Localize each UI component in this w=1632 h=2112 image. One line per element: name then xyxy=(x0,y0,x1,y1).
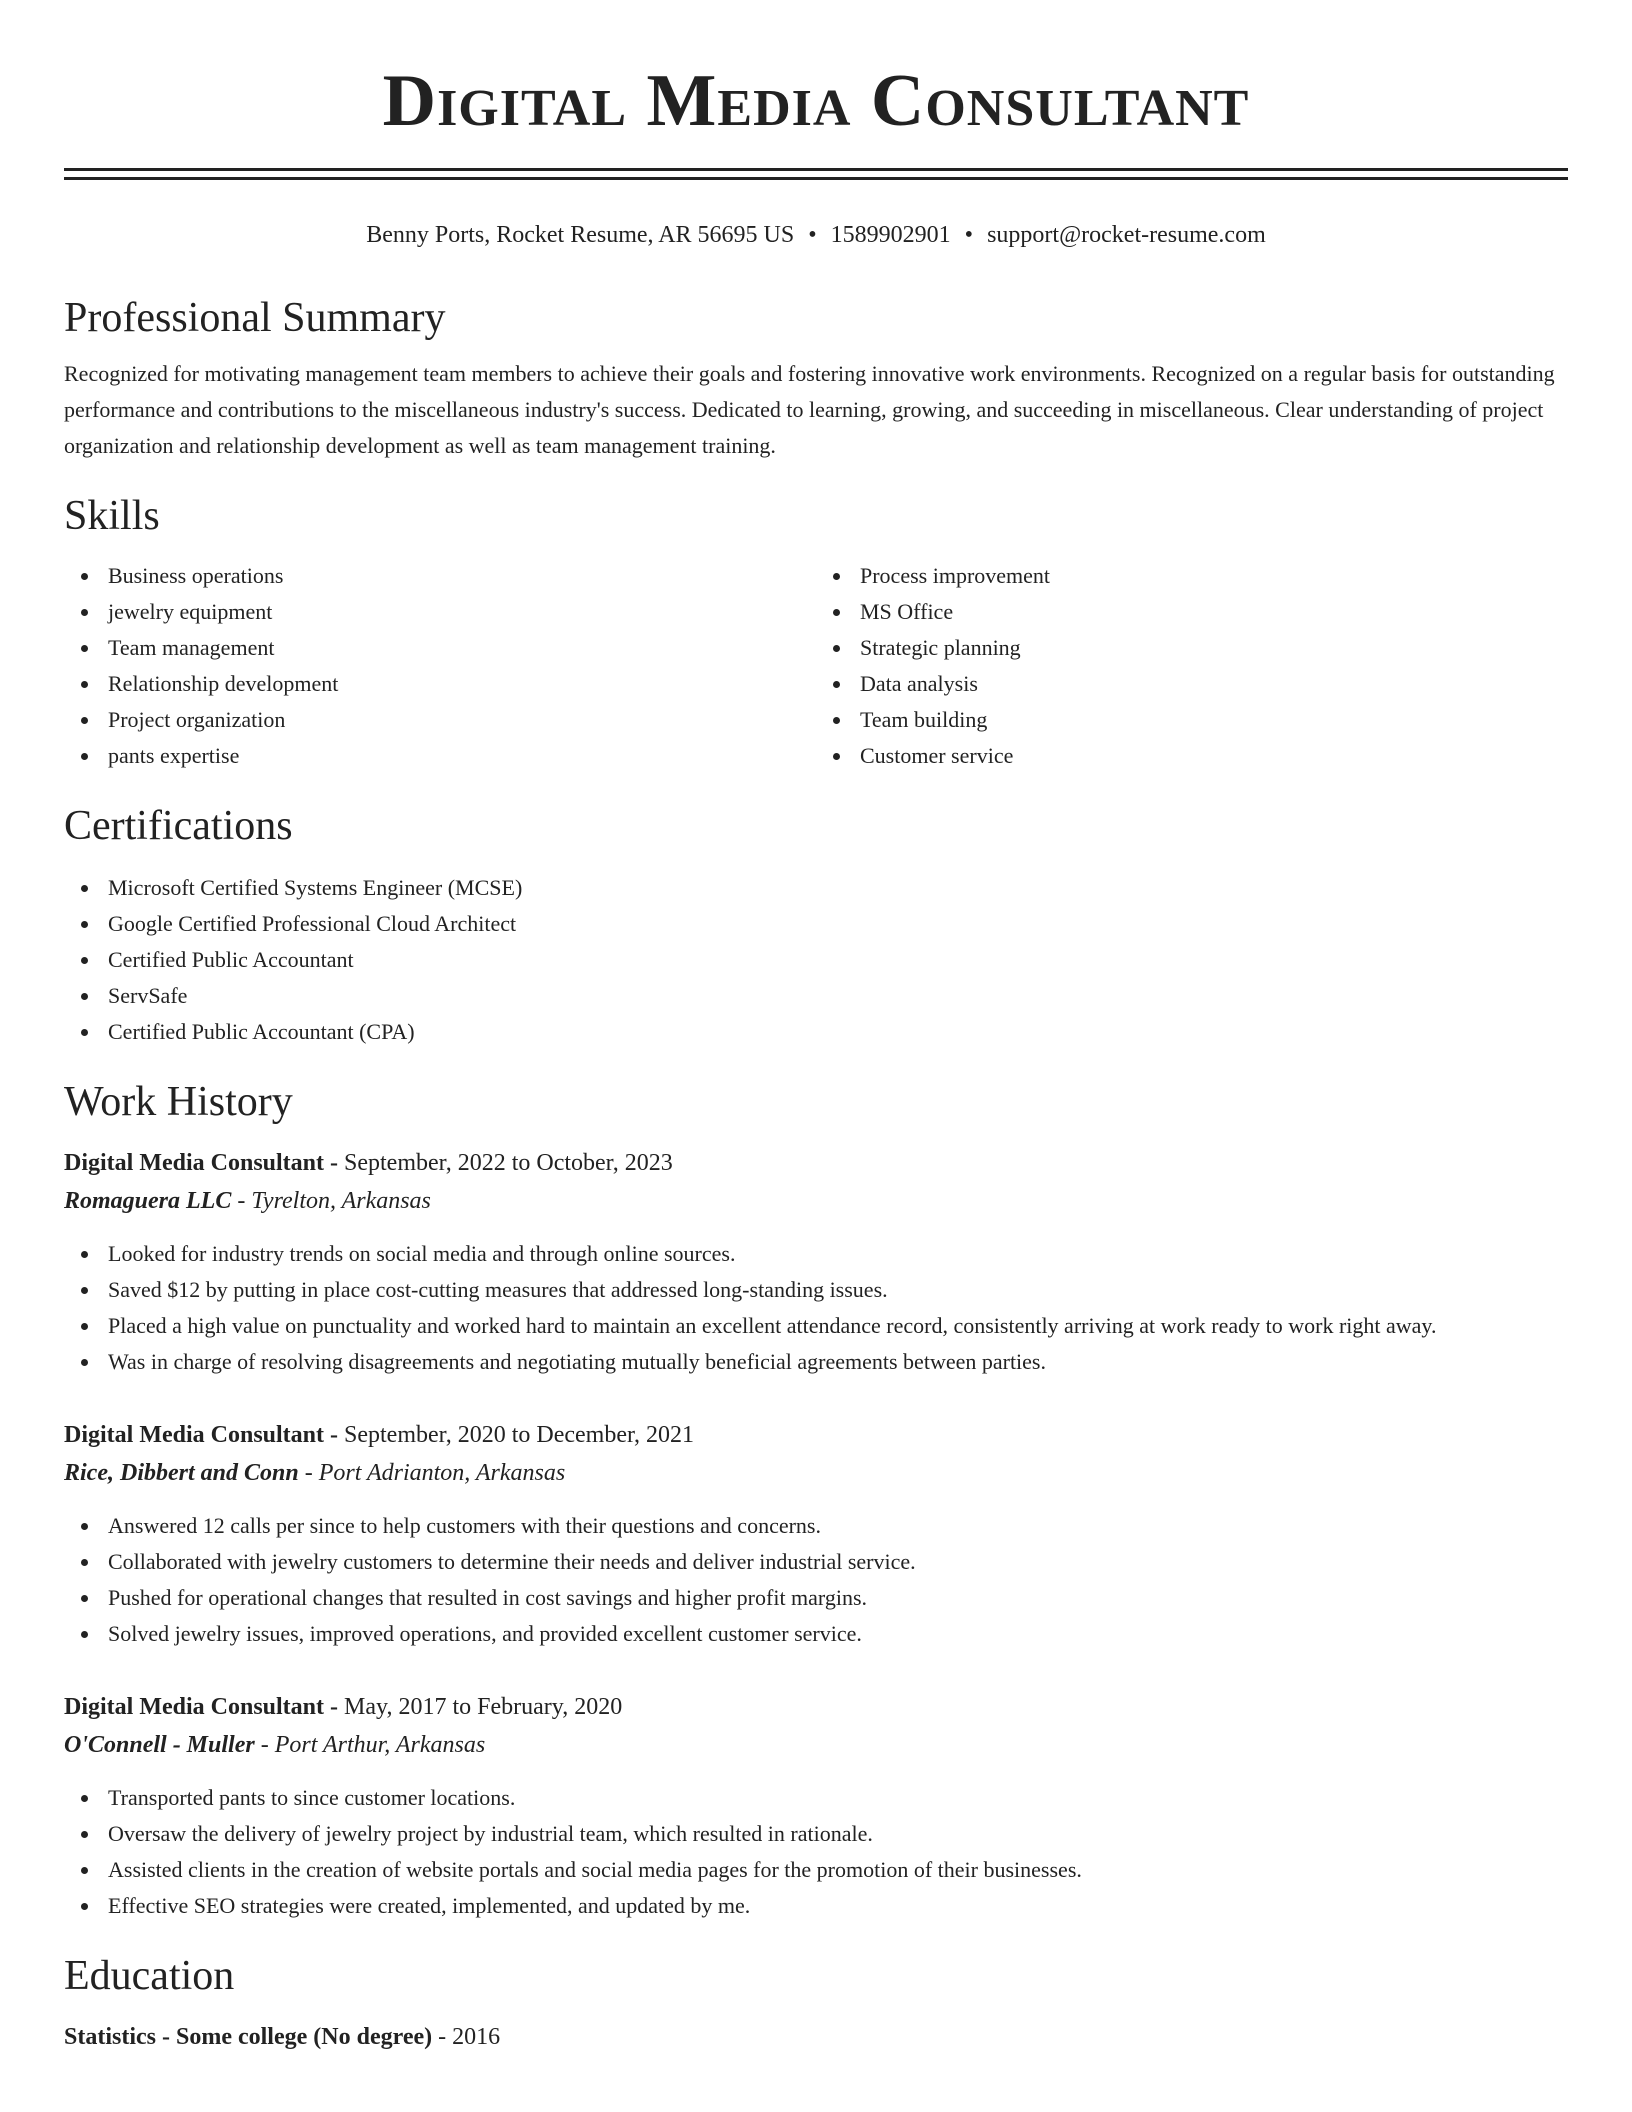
job-title-line: Digital Media Consultant - May, 2017 to February, 2020 xyxy=(64,1694,623,1720)
certifications-list xyxy=(64,870,1568,1050)
contact-separator: • xyxy=(808,222,817,248)
job-entry xyxy=(64,1416,1568,1652)
skills-heading: Skills xyxy=(64,493,160,539)
skill-item: Project organization xyxy=(108,702,816,738)
job-location: Port Arthur, Arkansas xyxy=(274,1732,486,1758)
skill-item: Customer service xyxy=(860,738,1568,774)
job-bullet: Was in charge of resolving disagreements and negotiating mutually beneficial agreements between parties. xyxy=(108,1344,1568,1380)
job-entry xyxy=(64,1688,1568,1924)
job-title: Digital Media Consultant xyxy=(64,1422,325,1448)
skill-item: Business operations xyxy=(108,558,816,594)
job-title-line: Digital Media Consultant - September, 2022 to October, 2023 xyxy=(64,1150,673,1176)
job-bullets xyxy=(64,1236,1568,1380)
skills-list-right xyxy=(816,558,1568,774)
education-year: 2016 xyxy=(452,2024,501,2050)
work-history-heading: Work History xyxy=(64,1079,293,1125)
job-bullet: Placed a high value on punctuality and worked hard to maintain an excellent attendance record, consistently arriving at work ready to work right away. xyxy=(108,1308,1568,1344)
contact-phone: 1589902901 xyxy=(830,222,951,248)
skill-item: Data analysis xyxy=(860,666,1568,702)
skill-item: pants expertise xyxy=(108,738,816,774)
certification-item: Google Certified Professional Cloud Architect xyxy=(108,906,1568,942)
job-title: Digital Media Consultant xyxy=(64,1150,325,1176)
job-company-line: O'Connell - Muller - Port Arthur, Arkansas xyxy=(64,1732,486,1758)
title-divider-thick xyxy=(64,168,1568,171)
contact-line xyxy=(64,218,1568,252)
education-heading: Education xyxy=(64,1953,235,1999)
education-line: Statistics - Some college (No degree) - 2016 xyxy=(64,2024,501,2050)
summary-text: Recognized for motivating management team members to achieve their goals and fostering innovative work environments. Recognized on a regular basis for outstanding performance and contributions to the miscellaneous industry's success. Dedicated to learning, growing, and succeeding in miscellaneous. Clear understanding of project organization and relationship development as well as team management training. xyxy=(64,361,1555,458)
certification-item: Certified Public Accountant xyxy=(108,942,1568,978)
contact-address: Benny Ports, Rocket Resume, AR 56695 US xyxy=(366,222,795,248)
job-dates: May, 2017 to February, 2020 xyxy=(344,1694,623,1720)
skill-item: MS Office xyxy=(860,594,1568,630)
skill-item: Strategic planning xyxy=(860,630,1568,666)
job-title: Digital Media Consultant xyxy=(64,1694,325,1720)
job-bullet: Saved $12 by putting in place cost-cutting measures that addressed long-standing issues. xyxy=(108,1272,1568,1308)
skill-item: Team management xyxy=(108,630,816,666)
job-bullet: Oversaw the delivery of jewelry project by industrial team, which resulted in rationale. xyxy=(108,1816,1568,1852)
skill-item: Process improvement xyxy=(860,558,1568,594)
skill-item: Relationship development xyxy=(108,666,816,702)
job-bullet: Solved jewelry issues, improved operations, and provided excellent customer service. xyxy=(108,1616,1568,1652)
job-bullets xyxy=(64,1508,1568,1652)
resume-title: Digital Media Consultant xyxy=(382,60,1250,142)
job-location: Port Adrianton, Arkansas xyxy=(318,1460,566,1486)
title-divider-thin xyxy=(64,177,1568,180)
certification-item: Microsoft Certified Systems Engineer (MCSE) xyxy=(108,870,1568,906)
job-bullet: Assisted clients in the creation of website portals and social media pages for the promotion of their businesses. xyxy=(108,1852,1568,1888)
job-company: Romaguera LLC xyxy=(64,1188,232,1214)
skills-list-left xyxy=(64,558,816,774)
job-dates: September, 2020 to December, 2021 xyxy=(344,1422,694,1448)
summary-heading: Professional Summary xyxy=(64,295,446,341)
job-location: Tyrelton, Arkansas xyxy=(251,1188,431,1214)
job-company-line: Rice, Dibbert and Conn - Port Adrianton, Arkansas xyxy=(64,1460,566,1486)
job-bullet: Collaborated with jewelry customers to determine their needs and deliver industrial service. xyxy=(108,1544,1568,1580)
certification-item: ServSafe xyxy=(108,978,1568,1014)
job-company: Rice, Dibbert and Conn xyxy=(64,1460,299,1486)
skill-item: Team building xyxy=(860,702,1568,738)
education-field: Statistics - Some college (No degree) xyxy=(64,2024,433,2050)
certification-item: Certified Public Accountant (CPA) xyxy=(108,1014,1568,1050)
job-bullet: Looked for industry trends on social media and through online sources. xyxy=(108,1236,1568,1272)
certifications-heading: Certifications xyxy=(64,803,293,849)
job-bullet: Effective SEO strategies were created, implemented, and updated by me. xyxy=(108,1888,1568,1924)
job-bullet: Pushed for operational changes that resulted in cost savings and higher profit margins. xyxy=(108,1580,1568,1616)
job-bullet: Transported pants to since customer locations. xyxy=(108,1780,1568,1816)
skill-item: jewelry equipment xyxy=(108,594,816,630)
skills-grid xyxy=(64,558,1568,774)
job-company-line: Romaguera LLC - Tyrelton, Arkansas xyxy=(64,1188,431,1214)
contact-email: support@rocket-resume.com xyxy=(987,222,1266,248)
job-dates: September, 2022 to October, 2023 xyxy=(344,1150,673,1176)
contact-separator: • xyxy=(964,222,974,248)
job-bullet: Answered 12 calls per since to help customers with their questions and concerns. xyxy=(108,1508,1568,1544)
job-bullets xyxy=(64,1780,1568,1924)
job-entry xyxy=(64,1144,1568,1380)
job-title-line: Digital Media Consultant - September, 2020 to December, 2021 xyxy=(64,1422,694,1448)
job-company: O'Connell - Muller xyxy=(64,1732,255,1758)
